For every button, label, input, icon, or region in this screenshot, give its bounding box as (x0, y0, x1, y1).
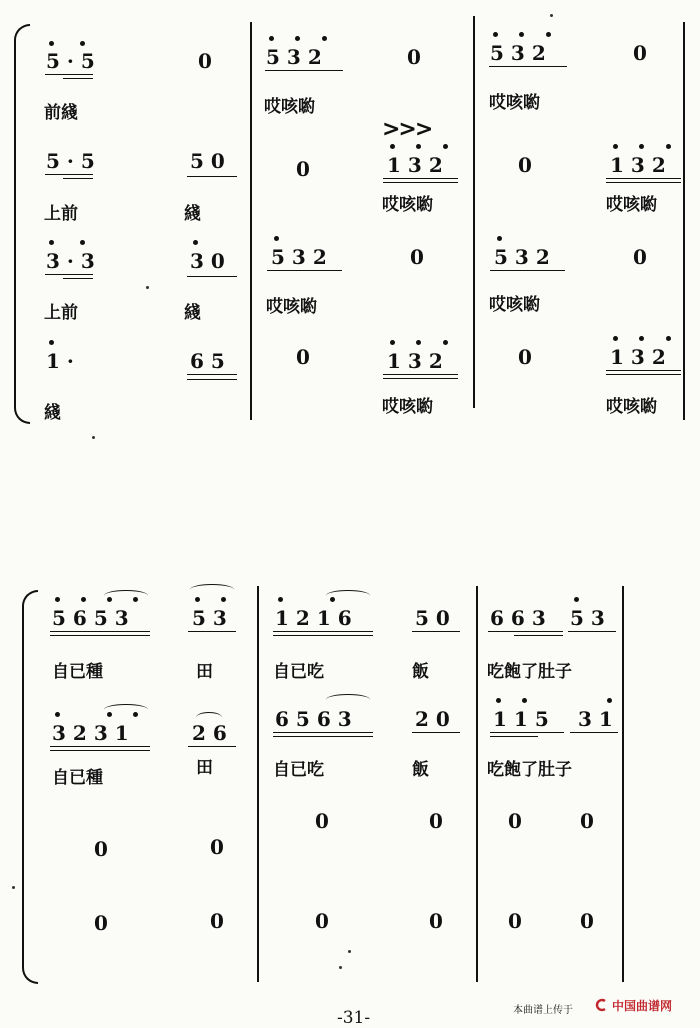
lyric-text: 哎咳喲 (264, 97, 315, 117)
barline (476, 586, 478, 982)
system-bracket (22, 590, 38, 984)
beam-line (50, 750, 150, 751)
notation-cell: 0 (518, 345, 539, 369)
notation-cell: 0 (633, 245, 654, 269)
lyric-text: 飯 (412, 662, 429, 682)
octave-dot (55, 712, 60, 717)
lyric-text: 哎咳喲 (489, 93, 540, 113)
beam-line (50, 635, 150, 636)
notation-cell: 132 (387, 153, 450, 177)
lyric-text: 自已種 (52, 768, 103, 788)
lyric-text: 哎咳喲 (606, 397, 657, 417)
beam-line (490, 732, 564, 733)
beam-line (412, 631, 460, 632)
upload-note: 本曲谱上传于 (513, 1005, 573, 1016)
notation-cell: 20 (415, 707, 457, 731)
notation-cell: 0 (508, 809, 529, 833)
notation-cell: 0 (508, 909, 529, 933)
lyric-text: 田 (196, 662, 213, 682)
slur-mark (196, 712, 222, 723)
notation-cell: 132 (387, 349, 450, 373)
accent-marks: >>> (382, 117, 432, 142)
beam-line (490, 736, 538, 737)
octave-dot (522, 698, 527, 703)
octave-dot (195, 597, 200, 602)
beam-line (514, 635, 563, 636)
lyric-text: 哎咳喲 (266, 297, 317, 317)
notation-cell: 31 (578, 707, 620, 731)
page-number: -31- (337, 1008, 371, 1028)
lyric-text: 吃飽了肚子 (487, 760, 572, 780)
octave-dot (607, 698, 612, 703)
notation-cell: 132 (610, 153, 673, 177)
scan-speck (550, 14, 553, 17)
octave-dot (496, 698, 501, 703)
beam-line (488, 631, 563, 632)
beam-line (273, 631, 373, 632)
octave-dot (81, 597, 86, 602)
lyric-text: 哎咳喲 (489, 295, 540, 315)
beam-line (50, 631, 150, 632)
notation-cell: 0 (429, 809, 450, 833)
notation-cell: 0 (198, 49, 219, 73)
notation-cell: 0 (94, 837, 115, 861)
notation-cell: 115 (493, 707, 556, 731)
barline (257, 586, 259, 982)
beam-line (188, 631, 236, 632)
notation-cell: 0 (315, 809, 336, 833)
lyric-text: 前綫 (44, 103, 78, 123)
scan-speck (348, 950, 351, 953)
notation-cell: 0 (580, 809, 601, 833)
octave-dot (221, 597, 226, 602)
notation-cell: 26 (192, 721, 234, 745)
lyric-text: 吃飽了肚子 (487, 662, 572, 682)
lyric-text: 飯 (412, 760, 429, 780)
beam-line (412, 732, 460, 733)
notation-cell: 0 (518, 153, 539, 177)
scan-speck (146, 286, 149, 289)
beam-line (273, 635, 373, 636)
beam-line (568, 631, 616, 632)
slur-mark (104, 704, 148, 715)
beam-line (273, 732, 373, 733)
site-logo: 中国曲谱网 (612, 999, 673, 1013)
beam-line (570, 732, 618, 733)
lyric-text: 哎咳喲 (382, 195, 433, 215)
beam-line (50, 746, 150, 747)
lyric-text: 上前 (44, 204, 78, 224)
scan-speck (339, 966, 342, 969)
beam-line (273, 736, 373, 737)
notation-cell: 50 (415, 606, 457, 630)
slur-mark (104, 590, 148, 601)
notation-cell: 0 (580, 909, 601, 933)
notation-cell: 532 (494, 245, 557, 269)
notation-cell: 1216 (275, 606, 359, 630)
notation-cell: 5653 (52, 606, 136, 630)
notation-cell: 5·5 (46, 149, 102, 173)
slur-mark (326, 694, 370, 705)
site-logo-icon (594, 998, 608, 1012)
notation-cell: 53 (192, 606, 234, 630)
notation-cell: 132 (610, 345, 673, 369)
notation-cell: 50 (190, 149, 232, 173)
notation-cell: 6563 (275, 707, 359, 731)
lyric-text: 自已吃 (273, 662, 324, 682)
slur-mark (326, 590, 370, 601)
notation-cell: 65 (190, 349, 232, 373)
notation-cell: 0 (633, 41, 654, 65)
lyric-text: 哎咳喲 (382, 397, 433, 417)
notation-cell: 0 (429, 909, 450, 933)
lyric-text: 自已種 (52, 662, 103, 682)
lyric-text: 綫 (184, 303, 201, 323)
octave-dot (574, 597, 579, 602)
notation-cell: 532 (266, 45, 329, 69)
octave-dot (278, 597, 283, 602)
notation-cell: 532 (490, 41, 553, 65)
notation-cell: 532 (271, 245, 334, 269)
beam-line (188, 746, 236, 747)
notation-cell: 1· (46, 349, 81, 373)
lyric-text: 綫 (44, 403, 61, 423)
notation-cell: 663 (490, 606, 553, 630)
octave-dot (55, 597, 60, 602)
scan-speck (12, 886, 15, 889)
notation-cell: 0 (210, 835, 231, 859)
notation-cell: 3·3 (46, 249, 102, 273)
scan-speck (92, 436, 95, 439)
notation-cell: 5·5 (46, 49, 102, 73)
lyric-text: 哎咳喲 (606, 195, 657, 215)
notation-cell: 30 (190, 249, 232, 273)
notation-cell: 0 (315, 909, 336, 933)
lyric-text: 自已吃 (273, 760, 324, 780)
barline-end (622, 586, 624, 982)
notation-cell: 53 (570, 606, 612, 630)
notation-cell: 0 (410, 245, 431, 269)
notation-cell: 0 (296, 157, 317, 181)
notation-cell: 0 (407, 45, 428, 69)
notation-cell: 0 (210, 909, 231, 933)
slur-mark (190, 584, 234, 595)
notation-cell: 0 (94, 911, 115, 935)
lyric-text: 上前 (44, 303, 78, 323)
lyric-text: 綫 (184, 204, 201, 224)
lyric-text: 田 (196, 758, 213, 778)
notation-cell: 3231 (52, 721, 136, 745)
notation-cell: 0 (296, 345, 317, 369)
